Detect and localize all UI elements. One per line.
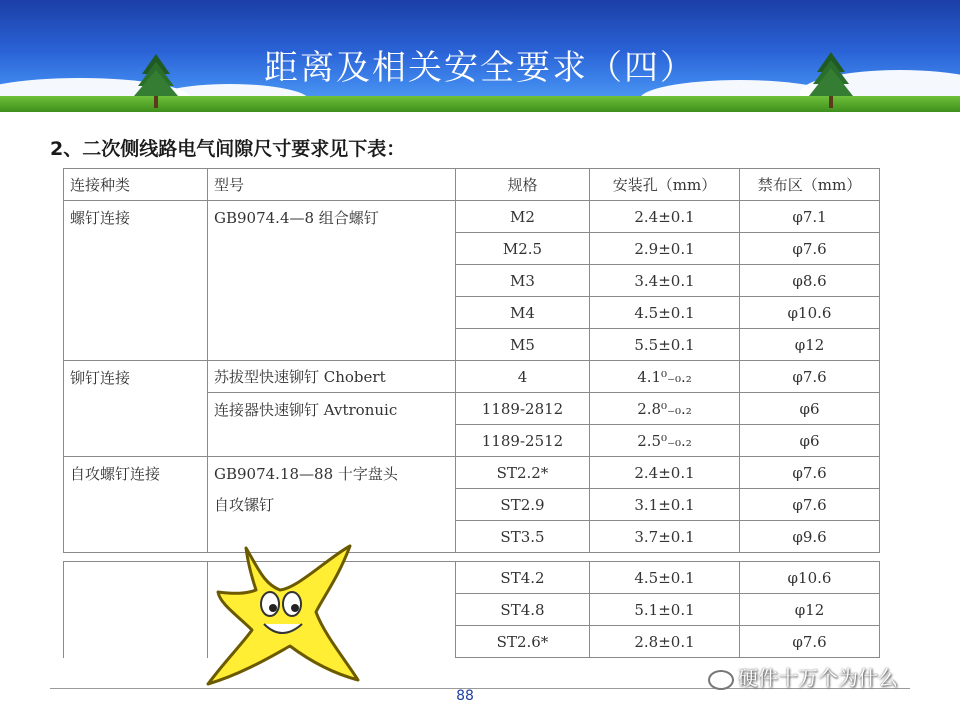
section-subtitle: 2、二次侧线路电气间隙尺寸要求见下表： (50, 138, 406, 160)
hole-cell: 4.1⁰₋₀.₂ (590, 361, 740, 393)
keepout-cell: φ7.6 (740, 361, 880, 393)
table-row (64, 201, 880, 233)
keepout-cell: φ9.6 (740, 521, 880, 553)
connection-type-cell: 自攻螺钉连接 (64, 457, 208, 553)
spec-cell: M3 (456, 265, 590, 297)
keepout-cell: φ12 (740, 594, 880, 626)
blank-cell (64, 562, 208, 658)
table-row (64, 562, 880, 594)
keepout-cell: φ7.6 (740, 626, 880, 658)
slide-header (0, 0, 960, 112)
model-cell (208, 201, 456, 361)
keepout-cell: φ6 (740, 425, 880, 457)
spec-cell: M5 (456, 329, 590, 361)
model-line: 自攻镙钉 (214, 496, 275, 514)
spec-cell: ST2.2* (456, 457, 590, 489)
keepout-cell: φ7.6 (740, 489, 880, 521)
spec-cell: ST4.8 (456, 594, 590, 626)
hole-cell: 2.8±0.1 (590, 626, 740, 658)
keepout-cell: φ7.1 (740, 201, 880, 233)
hole-cell: 3.1±0.1 (590, 489, 740, 521)
table-header-cell: 禁布区（mm） (740, 169, 880, 201)
hole-cell: 2.4±0.1 (590, 201, 740, 233)
spec-cell: 1189-2512 (456, 425, 590, 457)
hole-cell: 5.1±0.1 (590, 594, 740, 626)
watermark (708, 662, 898, 691)
hole-cell: 5.5±0.1 (590, 329, 740, 361)
hole-cell: 3.4±0.1 (590, 265, 740, 297)
table-header-cell: 型号 (208, 169, 456, 201)
keepout-cell: φ7.6 (740, 457, 880, 489)
model-line: GB9074.4—8 组合螺钉 (214, 209, 379, 227)
hole-cell: 2.8⁰₋₀.₂ (590, 393, 740, 425)
watermark-text: 硬件十万个为什么 (738, 666, 898, 690)
page-number: 88 (456, 688, 474, 704)
spec-cell: 1189-2812 (456, 393, 590, 425)
table-header-cell: 连接种类 (64, 169, 208, 201)
hole-cell: 4.5±0.1 (590, 297, 740, 329)
clearance-table (63, 168, 880, 553)
keepout-cell: φ10.6 (740, 297, 880, 329)
hole-cell: 4.5±0.1 (590, 562, 740, 594)
table-header-cell: 规格 (456, 169, 590, 201)
keepout-cell: φ10.6 (740, 562, 880, 594)
model-line: GB9074.18—88 十字盘头 (214, 465, 398, 483)
connection-type-cell: 螺钉连接 (64, 201, 208, 361)
hole-cell: 3.7±0.1 (590, 521, 740, 553)
hole-cell: 2.5⁰₋₀.₂ (590, 425, 740, 457)
table-row (64, 361, 880, 393)
table-header-row (64, 169, 880, 201)
clearance-table-continued (63, 561, 880, 658)
hole-cell: 2.4±0.1 (590, 457, 740, 489)
spec-cell: M4 (456, 297, 590, 329)
connection-type-cell: 铆钉连接 (64, 361, 208, 457)
spec-cell: ST4.2 (456, 562, 590, 594)
keepout-cell: φ12 (740, 329, 880, 361)
spec-cell: ST2.6* (456, 626, 590, 658)
table-row (64, 457, 880, 489)
spec-cell: ST3.5 (456, 521, 590, 553)
spec-cell: 4 (456, 361, 590, 393)
table-header-cell: 安装孔（mm） (590, 169, 740, 201)
hole-cell: 2.9±0.1 (590, 233, 740, 265)
spec-cell: M2 (456, 201, 590, 233)
keepout-cell: φ7.6 (740, 233, 880, 265)
cartoon-star-icon (198, 538, 378, 688)
spec-cell: ST2.9 (456, 489, 590, 521)
spec-cell: M2.5 (456, 233, 590, 265)
model-cell: 连接器快速铆钉 Avtronuic (208, 393, 456, 457)
keepout-cell: φ8.6 (740, 265, 880, 297)
slide-title: 距离及相关安全要求（四） (264, 48, 696, 88)
wechat-icon (708, 670, 734, 690)
keepout-cell: φ6 (740, 393, 880, 425)
model-cell: 苏拔型快速铆钉 Chobert (208, 361, 456, 393)
